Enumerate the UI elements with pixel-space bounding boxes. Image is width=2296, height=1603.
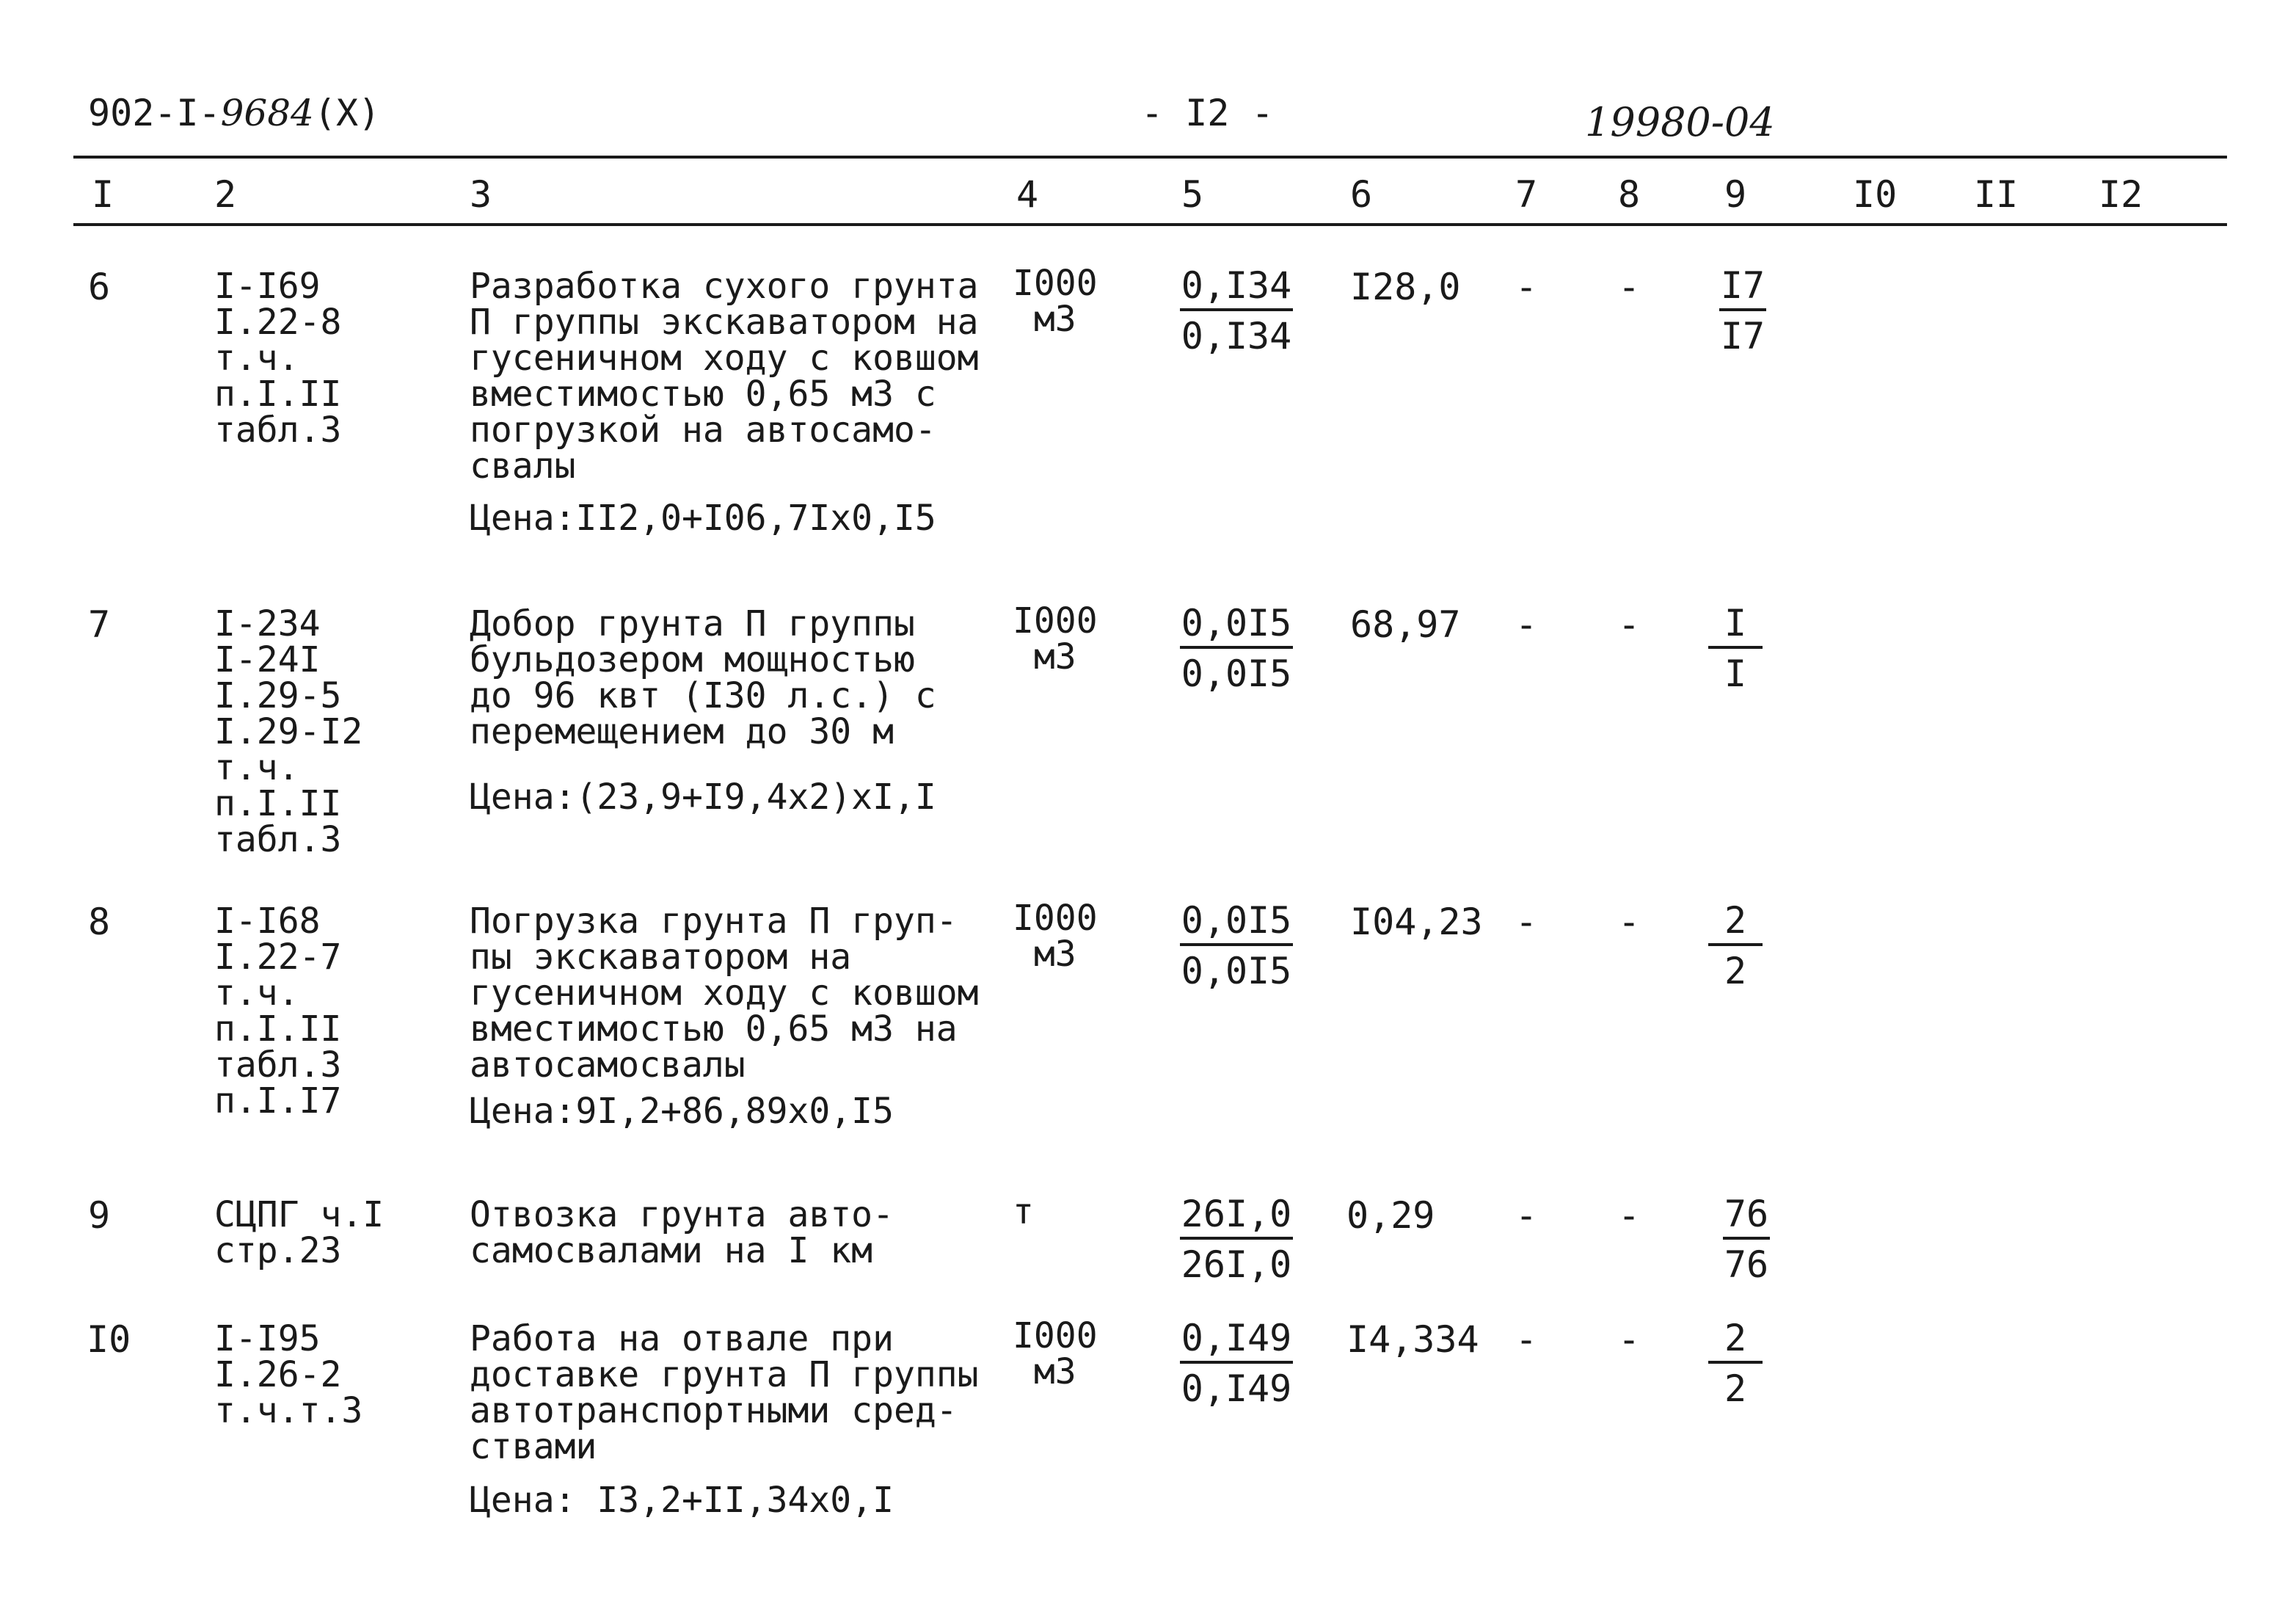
header-bottom-rule [73, 223, 2227, 226]
column-9-denominator: 2 [1724, 1367, 1747, 1410]
row-refs [214, 1318, 363, 1431]
column-7-value: - [1515, 1194, 1538, 1237]
desc-line: вместимостью 0,65 м3 на [470, 1008, 958, 1050]
desc-line: самосвалами на I км [470, 1230, 873, 1271]
quantity-denominator: 0,0I5 [1181, 653, 1292, 695]
column-9-fraction [1695, 1313, 1776, 1414]
quantity-numerator: 0,I34 [1180, 263, 1294, 311]
price-formula: Цена:(23,9+I9,4x2)xI,I [470, 777, 936, 818]
column-9-numerator: 76 [1723, 1191, 1770, 1240]
column-8-value: - [1618, 901, 1641, 943]
quantity-denominator: 0,I49 [1181, 1367, 1292, 1410]
column-6-value: I04,23 [1350, 901, 1483, 943]
column-number: I0 [1853, 173, 1898, 216]
quantity-numerator: 26I,0 [1180, 1191, 1294, 1240]
price-formula: Цена:9I,2+86,89x0,I5 [470, 1091, 894, 1132]
desc-line: доставке грунта П группы [470, 1354, 979, 1395]
ref-line: стр.23 [214, 1230, 342, 1271]
quantity-fraction [1178, 598, 1295, 699]
desc-line: бульдозером мощностью [470, 639, 915, 680]
column-7-value: - [1515, 901, 1538, 943]
ref-line: т.ч. [214, 973, 299, 1014]
desc-line: Разработка сухого грунта [470, 266, 979, 307]
document-code-handwritten: 9684 [220, 92, 314, 134]
column-9-denominator: I [1724, 653, 1747, 695]
unit-line: м3 [1033, 299, 1076, 340]
column-number: I2 [2099, 173, 2143, 216]
column-9-numerator: I [1708, 600, 1763, 649]
quantity-fraction [1178, 1189, 1295, 1290]
column-9-fraction [1702, 1189, 1790, 1290]
unit-line: м3 [1033, 1351, 1076, 1392]
unit-line: I000 [1013, 600, 1098, 641]
ref-line: I-I95 [214, 1318, 321, 1359]
row-refs [214, 1194, 385, 1271]
desc-line: свалы [470, 446, 576, 487]
unit-line: I000 [1013, 1315, 1098, 1356]
row-unit [1013, 898, 1098, 975]
desc-line: П группы экскаватором на [470, 302, 979, 343]
quantity-denominator: 0,0I5 [1181, 950, 1292, 992]
document-code-suffix: (X) [313, 92, 381, 134]
ref-line: табл.3 [214, 819, 342, 860]
desc-line: Погрузка грунта П груп- [470, 901, 958, 942]
column-8-value: - [1618, 603, 1641, 646]
ref-line: I-24I [214, 639, 321, 680]
row-description [470, 901, 979, 1086]
column-9-numerator: 2 [1708, 898, 1763, 946]
row-refs [214, 266, 342, 451]
row-description [470, 1194, 894, 1271]
price-formula: Цена:II2,0+I06,7Ix0,I5 [470, 498, 936, 539]
column-7-value: - [1515, 266, 1538, 308]
quantity-denominator: 26I,0 [1181, 1243, 1292, 1286]
column-number: I [92, 173, 114, 216]
column-8-value: - [1618, 1318, 1641, 1361]
quantity-fraction [1178, 1313, 1295, 1414]
ref-line: п.I.II [214, 374, 342, 415]
row-number: 9 [88, 1194, 111, 1237]
column-8-value: - [1618, 1194, 1641, 1237]
column-9-fraction [1695, 598, 1776, 699]
quantity-fraction [1178, 261, 1295, 361]
quantity-fraction [1178, 895, 1295, 996]
unit-line: т [1013, 1191, 1034, 1232]
desc-line: Отвозка грунта авто- [470, 1194, 894, 1235]
row-unit [1013, 263, 1098, 340]
row-refs [214, 603, 363, 860]
ref-line: I.22-8 [214, 302, 342, 343]
quantity-denominator: 0,I34 [1181, 315, 1292, 357]
column-8-value: - [1618, 266, 1641, 308]
column-7-value: - [1515, 603, 1538, 646]
quantity-numerator: 0,I49 [1180, 1315, 1294, 1364]
row-unit [1013, 1191, 1034, 1232]
column-9-denominator: I7 [1720, 315, 1765, 357]
column-number: 2 [214, 173, 237, 216]
column-number: 9 [1724, 173, 1747, 216]
ref-line: табл.3 [214, 1044, 342, 1086]
ref-line: I-I68 [214, 901, 321, 942]
unit-line: I000 [1013, 898, 1098, 939]
desc-line: пы экскаватором на [470, 937, 852, 978]
row-number: 8 [88, 901, 111, 943]
ref-line: СЦПГ ч.I [214, 1194, 385, 1235]
ref-line: I.29-I2 [214, 711, 363, 752]
ref-line: п.I.II [214, 783, 342, 824]
ref-line: т.ч. [214, 338, 299, 379]
row-description [470, 266, 979, 487]
row-unit [1013, 600, 1098, 677]
ref-line: п.I.II [214, 1008, 342, 1050]
column-6-value: I4,334 [1346, 1318, 1479, 1361]
column-6-value: 68,97 [1350, 603, 1461, 646]
ref-line: т.ч. [214, 747, 299, 788]
row-number: 7 [88, 603, 111, 646]
column-6-value: I28,0 [1350, 266, 1461, 308]
column-number: 8 [1618, 173, 1641, 216]
column-9-denominator: 76 [1724, 1243, 1769, 1286]
price-formula: Цена: I3,2+II,34x0,I [470, 1480, 894, 1521]
ref-line: I.22-7 [214, 937, 342, 978]
page-number: - I2 - [1141, 92, 1274, 134]
column-9-numerator: 2 [1708, 1315, 1763, 1364]
ref-line: I.26-2 [214, 1354, 342, 1395]
row-refs [214, 901, 342, 1122]
column-9-fraction [1702, 261, 1783, 361]
unit-line: I000 [1013, 263, 1098, 304]
column-7-value: - [1515, 1318, 1538, 1361]
ref-line: I-I69 [214, 266, 321, 307]
row-description [470, 603, 936, 752]
desc-line: автотранспортными сред- [470, 1390, 958, 1431]
desc-line: Добор грунта П группы [470, 603, 915, 644]
document-code [88, 92, 380, 134]
column-number: 7 [1515, 173, 1538, 216]
desc-line: ствами [470, 1426, 597, 1467]
column-number: 6 [1350, 173, 1373, 216]
desc-line: погрузкой на автосамо- [470, 410, 936, 451]
ref-line: табл.3 [214, 410, 342, 451]
column-number: 4 [1016, 173, 1039, 216]
sheet-number: 19980-04 [1585, 99, 1775, 145]
desc-line: перемещением до 30 м [470, 711, 894, 752]
column-9-numerator: I7 [1719, 263, 1766, 311]
row-unit [1013, 1315, 1098, 1392]
ref-line: I-234 [214, 603, 321, 644]
column-9-denominator: 2 [1724, 950, 1747, 992]
column-number: 5 [1181, 173, 1204, 216]
desc-line: до 96 квт (I30 л.с.) с [470, 675, 936, 716]
desc-line: вместимостью 0,65 м3 с [470, 374, 936, 415]
desc-line: автосамосвалы [470, 1044, 746, 1086]
quantity-numerator: 0,0I5 [1180, 898, 1294, 946]
quantity-numerator: 0,0I5 [1180, 600, 1294, 649]
column-number: 3 [470, 173, 492, 216]
ref-line: п.I.I7 [214, 1080, 342, 1122]
desc-line: гусеничном ходу с ковшом [470, 973, 979, 1014]
column-number: II [1974, 173, 2019, 216]
header-top-rule [73, 156, 2227, 159]
unit-line: м3 [1033, 636, 1076, 677]
row-number: I0 [87, 1318, 131, 1361]
ref-line: I.29-5 [214, 675, 342, 716]
column-6-value: 0,29 [1346, 1194, 1435, 1237]
desc-line: гусеничном ходу с ковшом [470, 338, 979, 379]
row-description [470, 1318, 979, 1467]
row-number: 6 [88, 266, 111, 308]
column-9-fraction [1695, 895, 1776, 996]
desc-line: Работа на отвале при [470, 1318, 894, 1359]
ref-line: т.ч.т.3 [214, 1390, 363, 1431]
document-code-prefix: 902-I- [88, 92, 221, 134]
unit-line: м3 [1033, 934, 1076, 975]
